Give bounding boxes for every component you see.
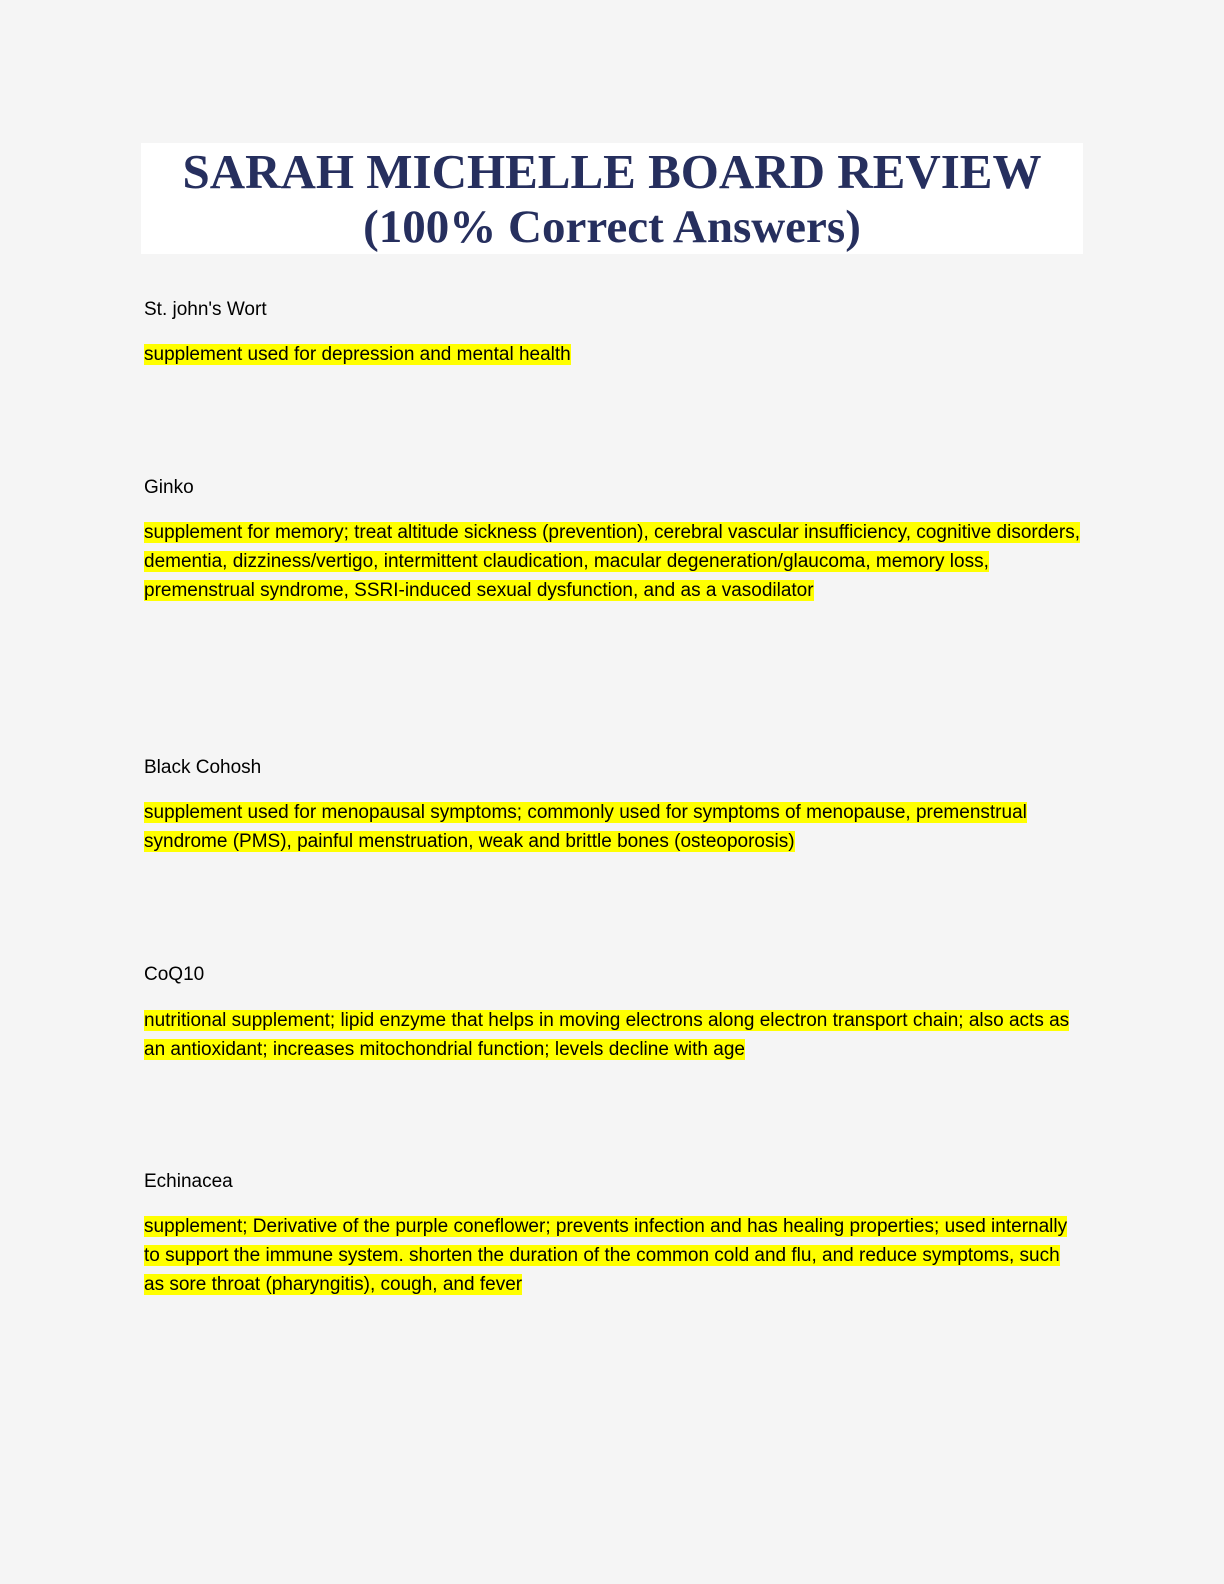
definition-echinacea: [144, 1212, 1084, 1299]
definition-st-johns-wort: [144, 340, 1084, 369]
definition-black-cohosh: [144, 798, 1084, 856]
highlighted-definition: supplement used for menopausal symptoms; commonly used for symptoms of menopause, premenstrual syndrome (PMS), painful menstruation, weak and brittle bones (osteoporosis): [144, 802, 1027, 852]
term-st-johns-wort: St. john's Wort: [144, 299, 267, 320]
title-line-2: (100% Correct Answers): [363, 201, 861, 253]
term-black-cohosh: Black Cohosh: [144, 757, 262, 778]
title-line-1: SARAH MICHELLE BOARD REVIEW: [182, 144, 1042, 199]
document-title: [141, 143, 1083, 254]
definition-ginko: [144, 518, 1084, 605]
term-ginko: Ginko: [144, 477, 194, 498]
definition-coq10: [144, 1006, 1084, 1064]
term-echinacea: Echinacea: [144, 1171, 233, 1192]
highlighted-definition: supplement; Derivative of the purple coneflower; prevents infection and has healing properties; used internally to support the immune system. shorten the duration of the common cold and flu, and reduce symptoms, such as sore throat (pharyngitis), cough, and fever: [144, 1216, 1068, 1295]
highlighted-definition: supplement for memory; treat altitude sickness (prevention), cerebral vascular insufficiency, cognitive disorders, dementia, dizziness/vertigo, intermittent claudication, macular degeneration/glaucoma, memory loss, premenstrual syndrome, SSRI-induced sexual dysfunction, and as a vasodilator: [144, 522, 1080, 601]
highlighted-definition: nutritional supplement; lipid enzyme that helps in moving electrons along electron transport chain; also acts as an antioxidant; increases mitochondrial function; levels decline with age: [144, 1010, 1070, 1060]
term-coq10: CoQ10: [144, 964, 205, 985]
highlighted-definition: supplement used for depression and mental health: [144, 344, 571, 365]
